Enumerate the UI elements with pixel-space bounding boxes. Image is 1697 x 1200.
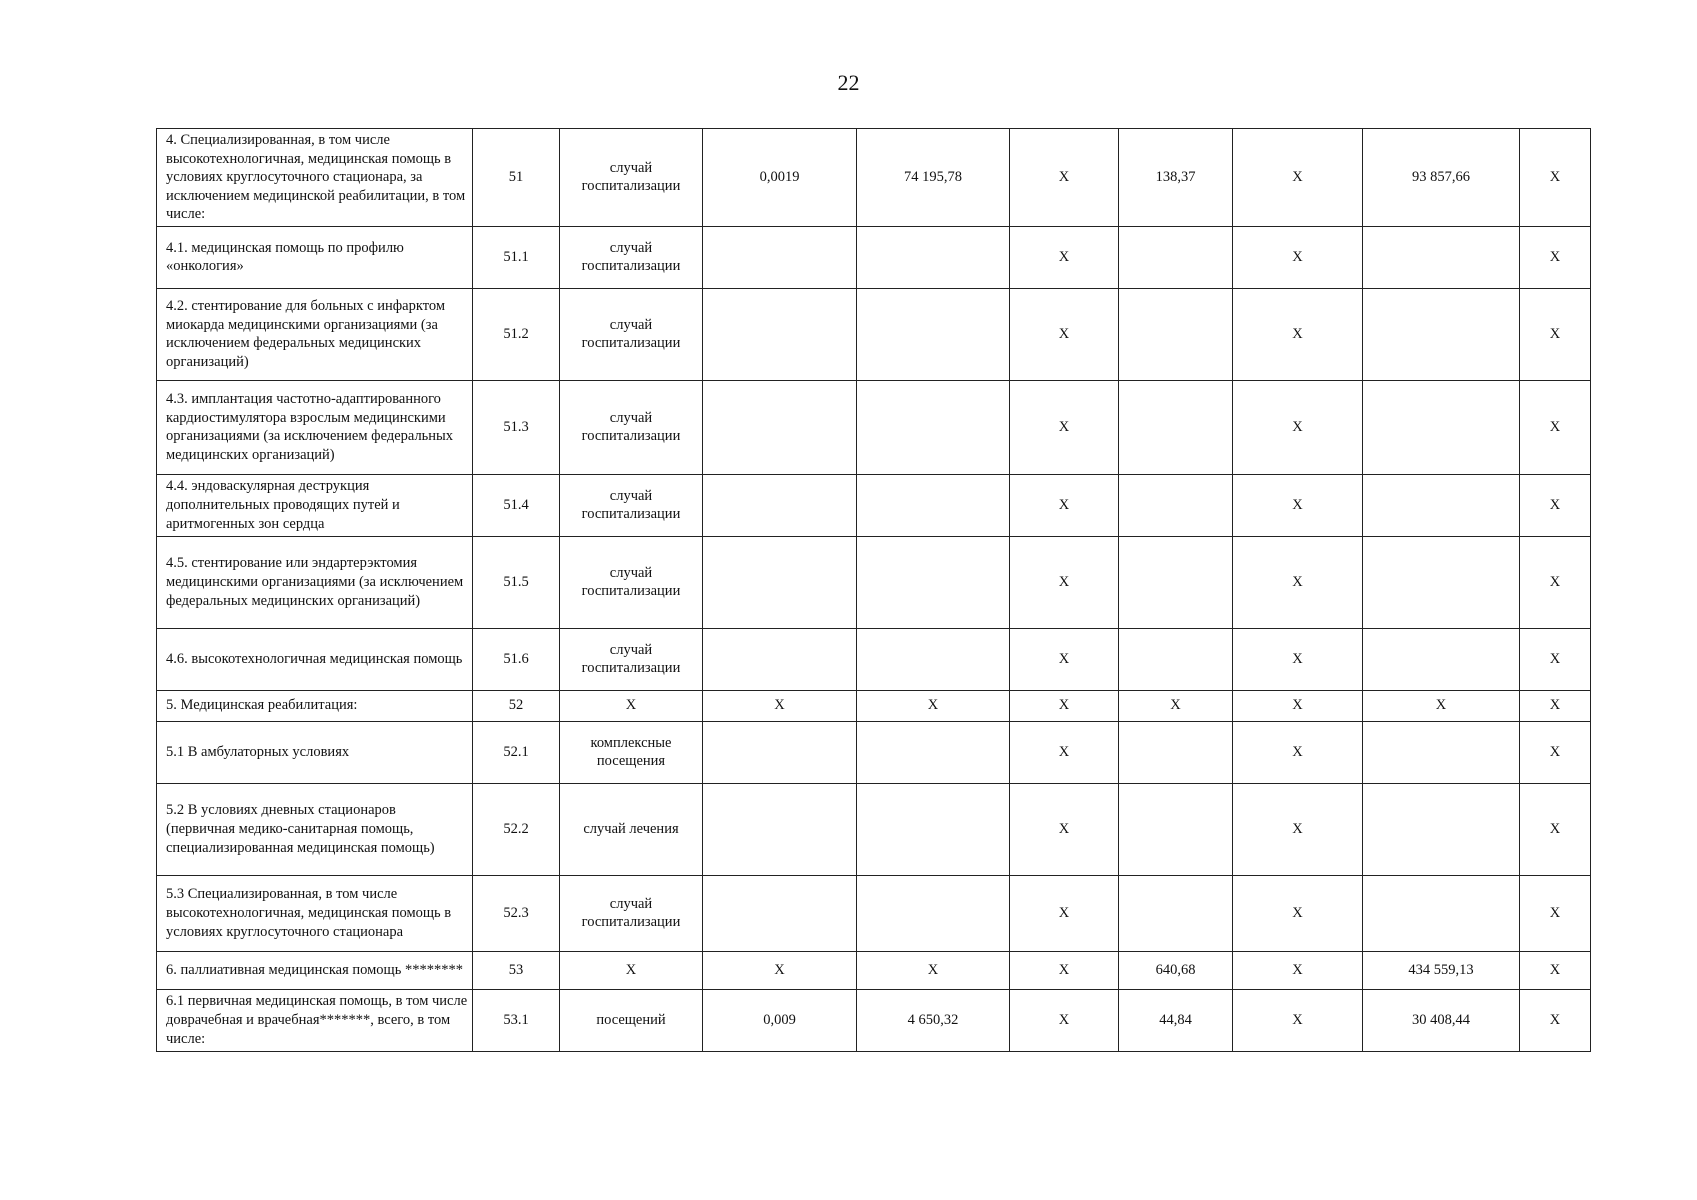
col9-cell — [1363, 628, 1520, 690]
col9-cell — [1363, 783, 1520, 875]
cost-cell — [857, 783, 1010, 875]
cost-cell: 74 195,78 — [857, 129, 1010, 227]
volume-cell — [703, 721, 857, 783]
table-row — [157, 226, 1591, 288]
volume-cell — [703, 783, 857, 875]
col10-cell: X — [1520, 721, 1591, 783]
col8-cell: X — [1233, 288, 1363, 380]
unit-cell: посещений — [560, 989, 703, 1051]
unit-cell: X — [560, 690, 703, 721]
col8-cell: X — [1233, 129, 1363, 227]
col9-cell: X — [1363, 690, 1520, 721]
volume-cell: 0,0019 — [703, 129, 857, 227]
cost-cell — [857, 536, 1010, 628]
table-row — [157, 288, 1591, 380]
cost-cell: X — [857, 690, 1010, 721]
table-row — [157, 129, 1591, 227]
col7-cell — [1119, 875, 1233, 951]
col6-cell: X — [1010, 875, 1119, 951]
col6-cell: X — [1010, 536, 1119, 628]
col8-cell: X — [1233, 474, 1363, 536]
col10-cell: X — [1520, 690, 1591, 721]
col10-cell: X — [1520, 288, 1591, 380]
col7-cell — [1119, 474, 1233, 536]
unit-cell: X — [560, 951, 703, 989]
col7-cell — [1119, 783, 1233, 875]
volume-cell — [703, 474, 857, 536]
col9-cell — [1363, 288, 1520, 380]
row-number-cell: 51 — [473, 129, 560, 227]
row-name-cell: 4.4. эндоваскулярная деструкция дополнительных проводящих путей и аритмогенных зон сердца — [157, 474, 473, 536]
col9-cell — [1363, 226, 1520, 288]
col8-cell: X — [1233, 690, 1363, 721]
col8-cell: X — [1233, 951, 1363, 989]
col9-cell — [1363, 721, 1520, 783]
volume-cell: X — [703, 951, 857, 989]
row-number-cell: 53 — [473, 951, 560, 989]
table-row — [157, 690, 1591, 721]
col6-cell: X — [1010, 690, 1119, 721]
col9-cell — [1363, 875, 1520, 951]
cost-cell — [857, 875, 1010, 951]
col10-cell: X — [1520, 628, 1591, 690]
col10-cell: X — [1520, 474, 1591, 536]
col6-cell: X — [1010, 628, 1119, 690]
row-name-cell: 4.2. стентирование для больных с инфарктом миокарда медицинскими организациями (за исключением федеральных медицинских организаций) — [157, 288, 473, 380]
unit-cell: случай госпитализации — [560, 288, 703, 380]
row-number-cell: 53.1 — [473, 989, 560, 1051]
row-name-cell: 5.3 Специализированная, в том числе высокотехнологичная, медицинская помощь в условиях круглосуточного стационара — [157, 875, 473, 951]
table-row — [157, 783, 1591, 875]
col6-cell: X — [1010, 989, 1119, 1051]
col10-cell: X — [1520, 536, 1591, 628]
data-table — [156, 128, 1591, 1052]
row-name-cell: 5. Медицинская реабилитация: — [157, 690, 473, 721]
col7-cell: 640,68 — [1119, 951, 1233, 989]
cost-cell — [857, 288, 1010, 380]
unit-cell: случай госпитализации — [560, 875, 703, 951]
row-number-cell: 51.1 — [473, 226, 560, 288]
unit-cell: случай госпитализации — [560, 380, 703, 474]
col6-cell: X — [1010, 288, 1119, 380]
table-row — [157, 628, 1591, 690]
page-number: 22 — [837, 70, 860, 95]
table-row — [157, 721, 1591, 783]
col8-cell: X — [1233, 226, 1363, 288]
row-name-cell: 6. паллиативная медицинская помощь ******** — [157, 951, 473, 989]
col9-cell: 434 559,13 — [1363, 951, 1520, 989]
unit-cell: случай лечения — [560, 783, 703, 875]
volume-cell: X — [703, 690, 857, 721]
row-name-cell: 5.1 В амбулаторных условиях — [157, 721, 473, 783]
row-number-cell: 51.5 — [473, 536, 560, 628]
col7-cell: X — [1119, 690, 1233, 721]
volume-cell — [703, 536, 857, 628]
row-number-cell: 51.2 — [473, 288, 560, 380]
table-row — [157, 951, 1591, 989]
cost-cell: 4 650,32 — [857, 989, 1010, 1051]
unit-cell: комплексные посещения — [560, 721, 703, 783]
col6-cell: X — [1010, 226, 1119, 288]
row-number-cell: 51.6 — [473, 628, 560, 690]
col7-cell — [1119, 380, 1233, 474]
col9-cell: 30 408,44 — [1363, 989, 1520, 1051]
col9-cell — [1363, 380, 1520, 474]
col6-cell: X — [1010, 951, 1119, 989]
col7-cell: 138,37 — [1119, 129, 1233, 227]
cost-cell — [857, 380, 1010, 474]
volume-cell: 0,009 — [703, 989, 857, 1051]
volume-cell — [703, 288, 857, 380]
col8-cell: X — [1233, 536, 1363, 628]
unit-cell: случай госпитализации — [560, 474, 703, 536]
cost-cell — [857, 721, 1010, 783]
col9-cell: 93 857,66 — [1363, 129, 1520, 227]
col10-cell: X — [1520, 875, 1591, 951]
col8-cell: X — [1233, 989, 1363, 1051]
table-row — [157, 875, 1591, 951]
col9-cell — [1363, 474, 1520, 536]
table-row — [157, 474, 1591, 536]
row-name-cell: 5.2 В условиях дневных стационаров (первичная медико-санитарная помощь, специализированная медицинская помощь) — [157, 783, 473, 875]
col6-cell: X — [1010, 721, 1119, 783]
cost-cell — [857, 474, 1010, 536]
row-name-cell: 4.5. стентирование или эндартерэктомия медицинскими организациями (за исключением федеральных медицинских организаций) — [157, 536, 473, 628]
volume-cell — [703, 875, 857, 951]
col10-cell: X — [1520, 226, 1591, 288]
row-number-cell: 51.3 — [473, 380, 560, 474]
col8-cell: X — [1233, 875, 1363, 951]
row-number-cell: 51.4 — [473, 474, 560, 536]
row-number-cell: 52.2 — [473, 783, 560, 875]
row-number-cell: 52.3 — [473, 875, 560, 951]
col6-cell: X — [1010, 129, 1119, 227]
cost-cell — [857, 628, 1010, 690]
row-name-cell: 4.6. высокотехнологичная медицинская помощь — [157, 628, 473, 690]
col9-cell — [1363, 536, 1520, 628]
unit-cell: случай госпитализации — [560, 628, 703, 690]
table-row — [157, 380, 1591, 474]
row-name-cell: 6.1 первичная медицинская помощь, в том числе доврачебная и врачебная*******, всего, в том числе: — [157, 989, 473, 1051]
volume-cell — [703, 380, 857, 474]
col10-cell: X — [1520, 951, 1591, 989]
unit-cell: случай госпитализации — [560, 129, 703, 227]
col8-cell: X — [1233, 783, 1363, 875]
cost-cell: X — [857, 951, 1010, 989]
col6-cell: X — [1010, 380, 1119, 474]
col6-cell: X — [1010, 783, 1119, 875]
row-name-cell: 4.1. медицинская помощь по профилю «онкология» — [157, 226, 473, 288]
table-row — [157, 989, 1591, 1051]
unit-cell: случай госпитализации — [560, 536, 703, 628]
col10-cell: X — [1520, 989, 1591, 1051]
row-name-cell: 4.3. имплантация частотно-адаптированного кардиостимулятора взрослым медицинскими организациями (за исключением федеральных медицинских организаций) — [157, 380, 473, 474]
col10-cell: X — [1520, 783, 1591, 875]
col10-cell: X — [1520, 129, 1591, 227]
row-number-cell: 52 — [473, 690, 560, 721]
col7-cell — [1119, 288, 1233, 380]
table-row — [157, 536, 1591, 628]
col8-cell: X — [1233, 628, 1363, 690]
col7-cell — [1119, 628, 1233, 690]
cost-cell — [857, 226, 1010, 288]
row-name-cell: 4. Специализированная, в том числе высокотехнологичная, медицинская помощь в условиях круглосуточного стационара, за исключением медицинской реабилитации, в том числе: — [157, 129, 473, 227]
col8-cell: X — [1233, 721, 1363, 783]
col8-cell: X — [1233, 380, 1363, 474]
volume-cell — [703, 628, 857, 690]
col7-cell — [1119, 226, 1233, 288]
volume-cell — [703, 226, 857, 288]
col7-cell — [1119, 536, 1233, 628]
row-number-cell: 52.1 — [473, 721, 560, 783]
col6-cell: X — [1010, 474, 1119, 536]
col10-cell: X — [1520, 380, 1591, 474]
col7-cell — [1119, 721, 1233, 783]
unit-cell: случай госпитализации — [560, 226, 703, 288]
col7-cell: 44,84 — [1119, 989, 1233, 1051]
